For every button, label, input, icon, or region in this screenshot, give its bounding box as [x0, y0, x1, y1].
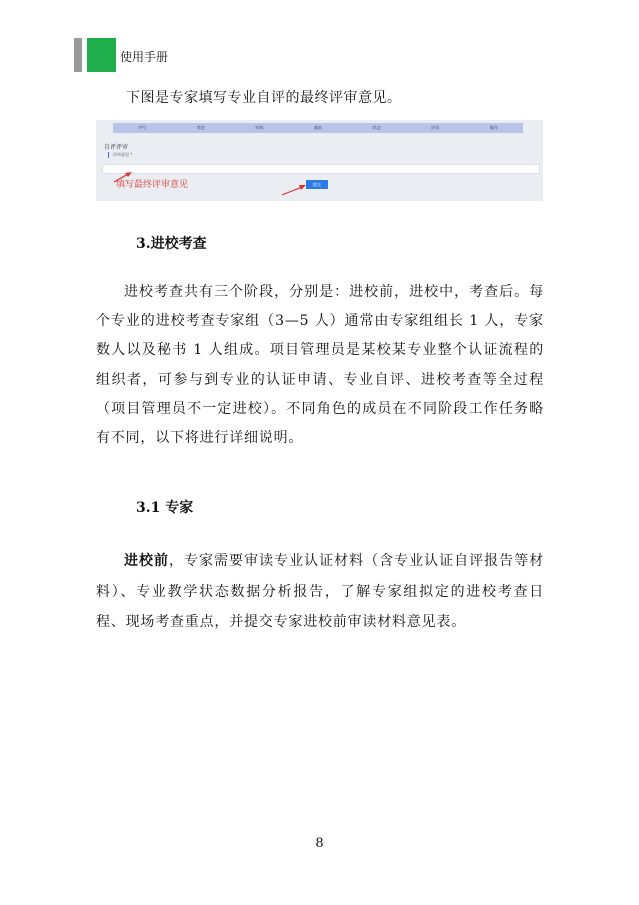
page-number: 8: [315, 836, 324, 851]
header-green-block: [87, 38, 116, 72]
screenshot-field-label: 评审意见 *: [113, 152, 133, 157]
embedded-screenshot: [96, 120, 543, 201]
submit-button[interactable]: 提交: [306, 180, 328, 189]
screenshot-column-header: 操作: [489, 125, 498, 130]
screenshot-column-header: 序号: [138, 125, 147, 130]
section-3-1-heading: 3.1 专家: [136, 500, 194, 516]
screenshot-column-header: 评语: [431, 125, 440, 130]
section-3-1-lead: 进校前: [124, 553, 170, 569]
arrow-to-button-icon: [282, 185, 306, 195]
section-3-body: 进校考查共有三个阶段，分别是：进校前，进校中，考查后。每个专业的进校考查专家组（3—5 人）通常由专家组组长 1 人，专家数人以及秘书 1 人组成。项目管理员是某校某专业整个认证流程的组织者，可参与到专业的认证申请、专业自评、进校考查等全过程（项目管理员不一定进校）。不同角色的成员在不同阶段工作任务略有不同，以下将进行详细说明。: [96, 284, 544, 447]
intro-text: 下图是专家填写专业自评的最终评审意见。: [126, 90, 402, 106]
section-3-heading: 3.进校考查: [136, 236, 207, 252]
section-3-1-body: [96, 546, 544, 638]
header-gray-bar: [74, 38, 82, 72]
header-title: 使用手册: [120, 50, 169, 64]
screenshot-column-header: 截前: [314, 125, 323, 130]
screenshot-column-header: 时间: [255, 125, 264, 130]
screenshot-column-header: 类型: [196, 125, 205, 130]
screenshot-annotation: 填写最终评审意见: [116, 180, 189, 190]
screenshot-section-label: 自评评审: [104, 144, 129, 151]
section-3-1-text: ，专家需要审读专业认证材料（含专业认证自评报告等材料）、专业教学状态数据分析报告，了解专家组拟定的进校考查日程、现场考查重点，并提交专家进校前审读材料意见表。: [96, 553, 545, 630]
screenshot-column-header: 状态: [372, 125, 381, 130]
